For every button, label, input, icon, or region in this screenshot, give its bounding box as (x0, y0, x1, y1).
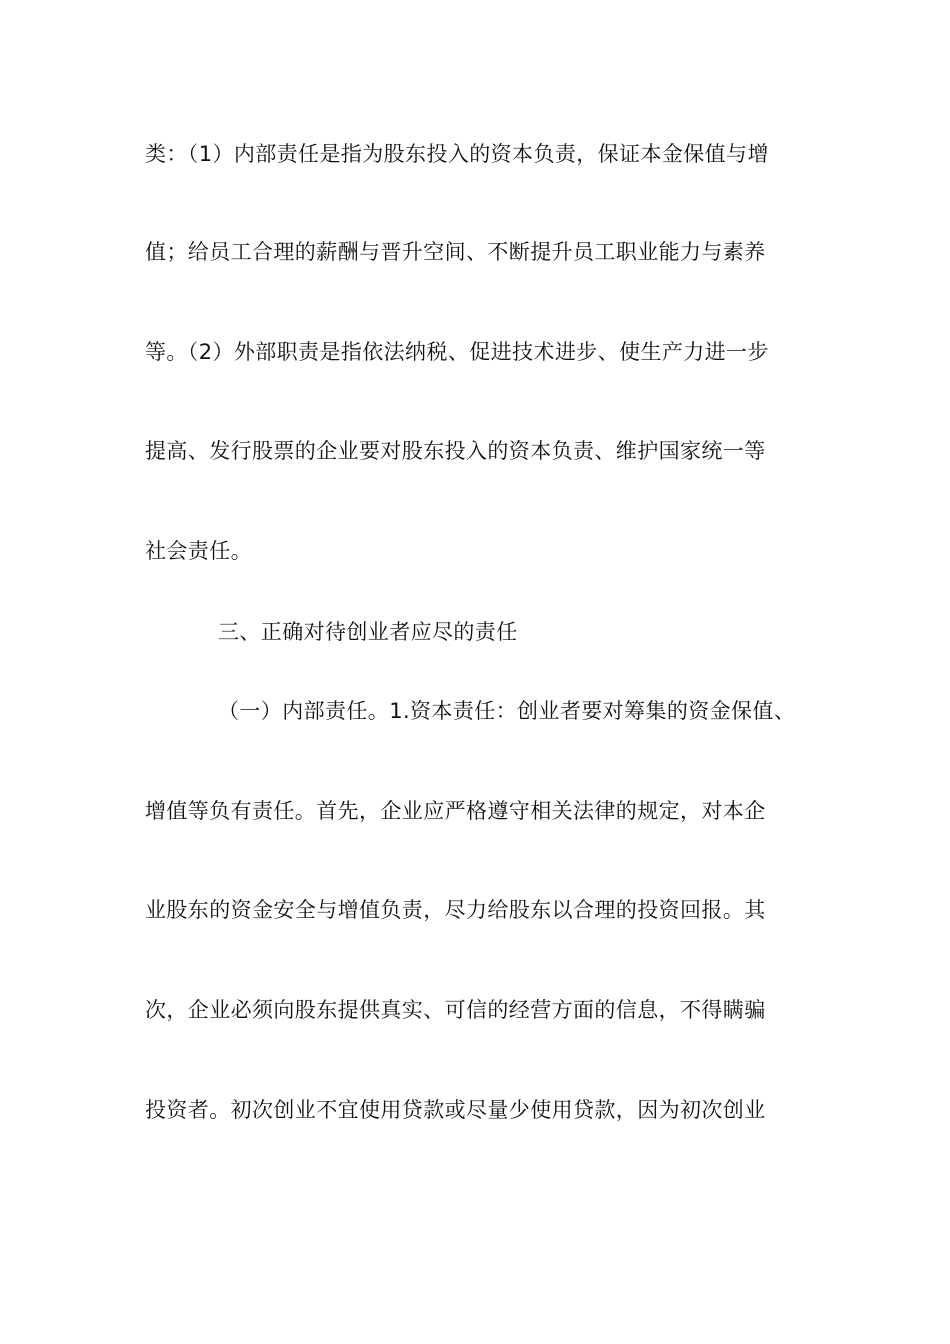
paragraph-line: 社会责任。 (145, 539, 252, 563)
paragraph-line: 投资者。初次创业不宜使用贷款或尽量少使用贷款，因为初次创业 (145, 1098, 766, 1122)
subsection-line: （一）内部责任。1.资本责任：创业者要对筹集的资金保值、 (218, 699, 796, 723)
paragraph-line: 值；给员工合理的薪酬与晋升空间、不断提升员工职业能力与素养 (145, 240, 766, 264)
section-heading: 三、正确对待创业者应尽的责任 (218, 620, 518, 644)
paragraph-line: 业股东的资金安全与增值负责，尽力给股东以合理的投资回报。其 (145, 898, 766, 922)
paragraph-line: 等。（2）外部职责是指依法纳税、促进技术进步、使生产力进一步 (145, 340, 769, 364)
paragraph-line: 提高、发行股票的企业要对股东投入的资本负责、维护国家统一等 (145, 439, 766, 463)
paragraph-line: 增值等负有责任。首先，企业应严格遵守相关法律的规定，对本企 (145, 799, 766, 823)
paragraph-line: 次，企业必须向股东提供真实、可信的经营方面的信息，不得瞒骗 (145, 998, 766, 1022)
paragraph-line: 类：（1）内部责任是指为股东投入的资本负责，保证本金保值与增 (145, 142, 769, 166)
